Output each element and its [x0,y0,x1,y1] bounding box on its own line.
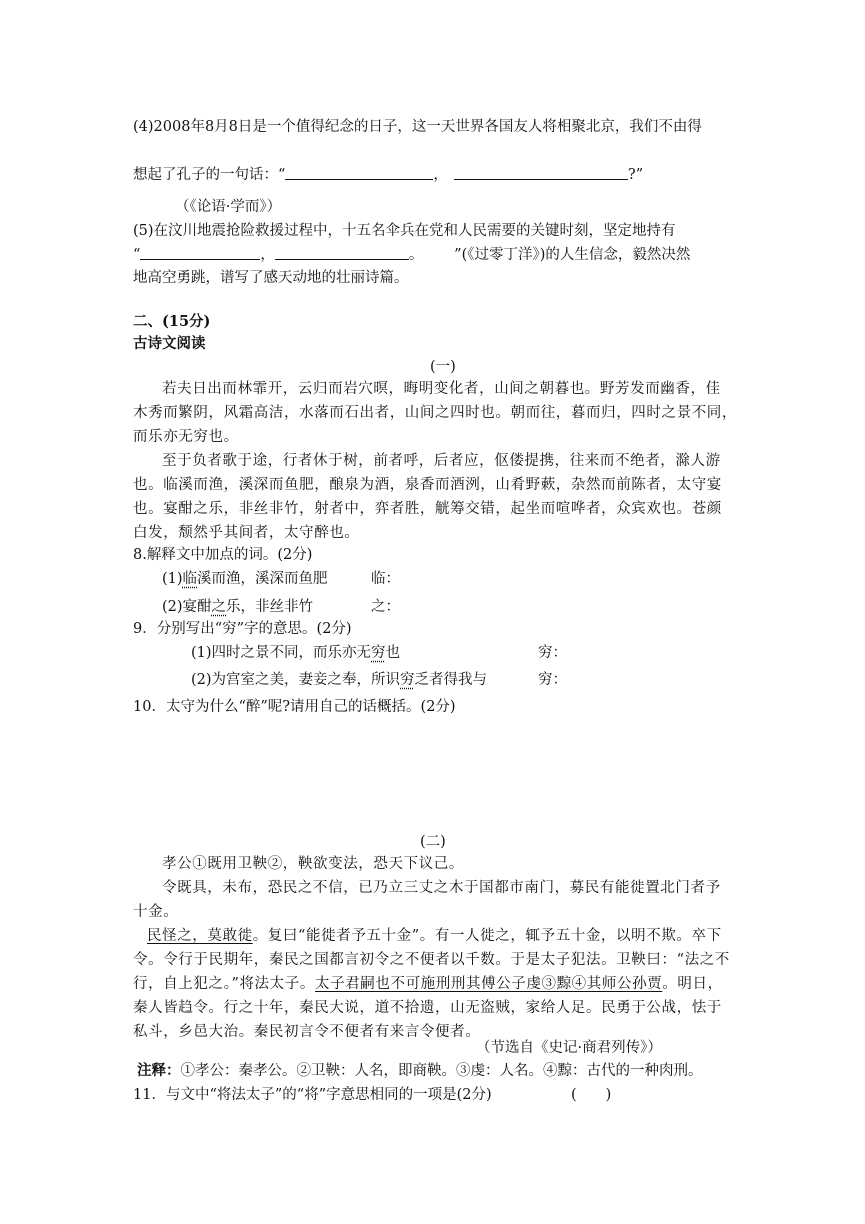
q5-blank-2[interactable] [275,244,409,260]
notes-text: ①孝公：秦孝公。②卫鞅：人名，即商鞅。③虔：人名。④黥：古代的一种肉刑。 [180,1063,703,1079]
part2-line2: 令既具，未布，恐民之不信，已乃立三丈之木于国都市南门，募民有能徙置北门者予 [162,880,721,896]
part1-para2-line1: 至于负者歌于途，行者休于树，前者呼，后者应，伛偻提携，往来而不绝者，滁人游 [162,453,721,469]
q4-blank-2[interactable] [454,164,628,180]
q5-line1: (5)在汶川地震抢险救援过程中，十五名伞兵在党和人民需要的关键时刻，坚定地持有 [133,223,676,239]
q8-item1-dotted-word: 临 [182,571,198,587]
q8-item1-num: (1) [162,571,183,587]
part1-para1-line3: 而乐亦无穷也。 [133,429,239,445]
q4-source: （《论语·学而》） [175,199,282,215]
q5-rest: ”(《过零丁洋》)的人生信念，毅然决然 [454,247,691,263]
q9-item1-answer: 穷： [538,645,567,661]
q9-title: 9．分别写出“穷”字的意思。(2分) [133,621,352,637]
q4-comma: ， [433,167,448,183]
part2-line6-post: 。明日， [662,976,723,992]
part2-line5: 令。令行于民期年，秦民之国都言初令之不便者以千数。于是太子犯法。卫鞅曰：“法之不 [133,952,730,968]
q9-item1-dotted-word: 穷 [371,645,386,661]
q5-line2 [133,244,690,265]
q10-title: 10．太守为什么“醉”呢?请用自己的话概括。(2分) [133,699,456,715]
part1-para2-line3: 也。宴酣之乐，非丝非竹，射者中，弈者胜，觥筹交错，起坐而喧哗者，众宾欢也。苍颜 [133,501,722,517]
part2-line8: 私斗，乡邑大治。秦民初言令不便者有来言令便者。 [133,1024,481,1040]
q4-line1: (4)2008年8月8日是一个值得纪念的日子，这一天世界各国友人将相聚北京，我们不由得 [133,119,702,135]
q11-title: 11．与文中“将法太子”的“将”字意思相同的一项是(2分) [133,1087,492,1103]
q5-open-quote: “ [133,247,141,263]
part2-label: (二) [420,834,446,850]
q9-item1-text-a: (1)四时之景不同，而乐亦无 [191,645,372,661]
q9-item2-text-a: (2)为宫室之美，妻妾之奉，所识 [191,672,401,688]
underlined-sentence-2: 太子君嗣也不可施刑刑其傅公子虔③黥④其师公孙贾 [314,976,663,992]
q4-line2 [133,164,643,185]
section-subheading: 古诗文阅读 [133,335,206,352]
q9-item2 [191,670,487,690]
underlined-sentence-1: 民怪之，莫敢徙 [147,928,253,944]
part1-label: (一) [430,359,456,375]
part2-line6-pre: 行，自上犯之。”将法太子。 [133,976,315,992]
q8-item1-text: 溪而渔，溪深而鱼肥 [197,571,328,587]
q9-item2-text-b: 乏者得我与 [414,672,488,688]
notes-label: 注释： [137,1062,181,1079]
part2-line4 [147,926,722,946]
part2-line4-rest: 。复曰“能徙者予五十金”。有一人徙之，辄予五十金，以明不欺。卒下 [252,928,722,944]
q5-comma: ， [260,247,275,263]
q8-item2-dotted-word: 之 [211,599,227,615]
part2-notes [137,1061,703,1081]
q4-blank-1[interactable] [285,164,433,180]
q8-item2-num: (2)宴酣 [162,599,212,615]
q4-suffix: ?” [627,167,644,183]
part1-para2-line2: 也。临溪而渔，溪深而鱼肥，酿泉为酒，泉香而酒洌，山肴野蔌，杂然而前陈者，太守宴 [133,477,722,493]
part2-source: （节选自《史记·商君列传》） [476,1040,662,1056]
part2-line7: 秦人皆趋令。行之十年，秦民大说，道不拾遗，山无盗贼，家给人足。民勇于公战，怯于 [133,1000,722,1016]
q9-item2-answer: 穷： [538,672,567,688]
q8-item1 [162,569,328,589]
part2-line1: 孝公①既用卫鞅②，鞅欲变法，恐天下议己。 [162,856,464,872]
q9-item1 [191,643,400,663]
q5-blank-1[interactable] [140,244,260,260]
q8-title: 8.解释文中加点的词。(2分) [133,547,313,563]
q8-item2-text: 乐，非丝非竹 [226,599,314,615]
q4-prefix: 想起了孔子的一句话：“ [133,167,286,183]
section-heading: 二、(15分) [133,313,211,330]
q5-period: 。 [408,247,417,263]
q9-item1-text-b: 也 [385,645,401,661]
q5-line3: 地高空勇跳，谱写了感天动地的壮丽诗篇。 [133,270,409,286]
part1-para2-line4: 白发，颓然乎其间者，太守醉也。 [133,525,360,541]
part1-para1-line1: 若夫日出而林霏开，云归而岩穴暝，晦明变化者，山间之朝暮也。野芳发而幽香，佳 [162,381,721,397]
part1-para1-line2: 木秀而繁阴，风霜高洁，水落而石出者，山间之四时也。朝而往，暮而归，四时之景不同， [133,405,737,421]
q8-item2-answer: 之： [371,599,400,615]
q11-answer-paren[interactable]: ( ) [571,1087,612,1103]
q9-item2-dotted-word: 穷 [400,672,415,688]
part2-line6 [133,974,723,994]
q8-item1-answer: 临： [371,571,400,587]
q8-item2 [162,597,313,617]
part2-line3: 十金。 [133,904,179,920]
